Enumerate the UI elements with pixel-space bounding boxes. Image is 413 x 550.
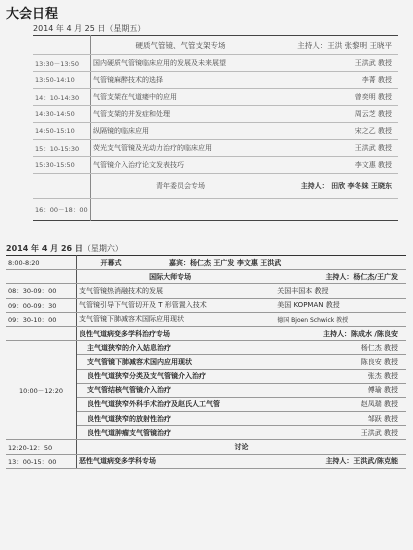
table-row xyxy=(33,89,398,106)
table-row xyxy=(6,341,406,355)
time-cell: 08：30-09：00 xyxy=(6,284,77,298)
time-cell xyxy=(33,36,91,55)
table-row xyxy=(33,106,398,123)
time-cell xyxy=(6,326,77,340)
table-row xyxy=(6,312,406,326)
table-row xyxy=(6,326,406,340)
topic-cell: 气管支架的并发症和处理 xyxy=(91,106,271,123)
session-title: 青年委员会专场 xyxy=(91,174,271,199)
table-row xyxy=(6,298,406,312)
session-title: 良性气道病变多学科治疗专场 xyxy=(77,326,264,340)
day2-table xyxy=(6,255,406,469)
host-cell: 主持人：王洪武/陈克能 xyxy=(263,454,406,468)
speaker-cell xyxy=(270,199,398,221)
speaker-cell: 李文惠 教授 xyxy=(270,157,398,174)
topic-cell: 支气管镜下肺减容术国内应用现状 xyxy=(77,355,264,369)
topic-cell: 支气管镜下肺减容术国际应用现状 xyxy=(77,312,264,326)
speaker-cell: 邹跃 教授 xyxy=(263,412,406,426)
table-row xyxy=(6,256,406,270)
table-row xyxy=(33,199,398,221)
speaker-cell: 美国 KOPMAN 教授 xyxy=(263,298,406,312)
host-cell: 主持人：王洪 张黎明 王晓平 xyxy=(270,36,398,55)
topic-cell: 纵隔镜的临床应用 xyxy=(91,123,271,140)
speaker-cell: 王洪武 教授 xyxy=(270,55,398,72)
time-cell xyxy=(33,174,91,199)
speaker-cell: 关国丰国本 教授 xyxy=(263,284,406,298)
time-cell: 09：30-10：00 xyxy=(6,312,77,326)
topic-cell: 支气管镜热消融技术的发展 xyxy=(77,284,264,298)
day1-date xyxy=(33,23,145,34)
speaker-cell: 赵凤瑞 教授 xyxy=(263,397,406,411)
block-time-cell: 10:00－12:20 xyxy=(6,341,77,440)
host-cell: 主持人：杨仁杰/王广发 xyxy=(263,270,406,284)
topic-cell: 气管镜介入治疗论文发表技巧 xyxy=(91,157,271,174)
speaker-cell: 张杰 教授 xyxy=(263,369,406,383)
table-row xyxy=(33,72,398,89)
page-title: 大会日程 xyxy=(6,7,59,22)
table-row xyxy=(33,157,398,174)
day2-weekday: （星期六） xyxy=(82,244,123,253)
topic-cell: 气管镜引导下气管切开及 T 形管置入技术 xyxy=(77,298,264,312)
session-title: 恶性气道病变多学科专场 xyxy=(77,454,264,468)
session-title: 国际大师专场 xyxy=(77,270,264,284)
table-row xyxy=(33,140,398,157)
time-cell: 13：00-15：00 xyxy=(6,454,77,468)
session-title: 开幕式 xyxy=(77,256,146,270)
topic-cell xyxy=(91,199,271,221)
day2-date xyxy=(6,243,123,254)
speaker-cell: 宋之乙 教授 xyxy=(270,123,398,140)
table-row xyxy=(33,36,398,55)
time-cell: 15:30-15:50 xyxy=(33,157,91,174)
table-row xyxy=(6,454,406,468)
speaker-cell: 陈良安 教授 xyxy=(263,355,406,369)
table-row xyxy=(33,174,398,199)
time-cell: 8:00-8:20 xyxy=(6,256,77,270)
speaker-cell: 曾奕明 教授 xyxy=(270,89,398,106)
table-row xyxy=(6,284,406,298)
day1-table xyxy=(33,35,398,221)
topic-cell: 支气管结核气管镜介入治疗 xyxy=(77,383,264,397)
day1-weekday: （星期五） xyxy=(105,24,146,33)
speaker-cell: 傅瑜 教授 xyxy=(263,383,406,397)
speaker-cell: 王洪武 教授 xyxy=(270,140,398,157)
speaker-cell: 周云芝 教授 xyxy=(270,106,398,123)
table-row xyxy=(6,270,406,284)
host-cell: 主持人： 田欣 李冬妹 王晓东 xyxy=(270,174,398,199)
time-cell: 14：10-14:30 xyxy=(33,89,91,106)
table-row xyxy=(6,440,406,454)
speaker-cell: 李菁 教授 xyxy=(270,72,398,89)
time-cell: 13:50-14:10 xyxy=(33,72,91,89)
time-cell: 14:50-15:10 xyxy=(33,123,91,140)
table-row xyxy=(33,55,398,72)
time-cell: 09：00-09：30 xyxy=(6,298,77,312)
topic-cell: 良性气道肿瘤支气管镜治疗 xyxy=(77,426,264,440)
speaker-cell: 杨仁杰 教授 xyxy=(263,341,406,355)
topic-cell: 气管镜麻醉技术的选择 xyxy=(91,72,271,89)
time-cell: 12:20-12：50 xyxy=(6,440,77,454)
time-cell: 14:30-14:50 xyxy=(33,106,91,123)
guests-cell: 嘉宾：杨仁杰 王广发 李文惠 王洪武 xyxy=(145,256,406,270)
day2-date-text: 2014 年 4 月 26 日 xyxy=(6,244,83,253)
topic-cell: 气管支架在气道瘘中的应用 xyxy=(91,89,271,106)
topic-cell: 主气道狭窄的介入姑息治疗 xyxy=(77,341,264,355)
time-cell xyxy=(6,270,77,284)
session-title: 讨论 xyxy=(77,440,407,454)
time-cell: 16：00－18：00 xyxy=(33,199,91,221)
topic-cell: 国内硬质气管镜临床应用的发展及未来展望 xyxy=(91,55,271,72)
speaker-cell: 德国 Bjoen Schwick 教授 xyxy=(263,312,406,326)
day1-date-text: 2014 年 4 月 25 日 xyxy=(33,24,106,33)
topic-cell: 良性气道狭窄的放射性治疗 xyxy=(77,412,264,426)
table-row xyxy=(33,123,398,140)
time-cell: 13:30－13:50 xyxy=(33,55,91,72)
host-cell: 主持人：陈成水 /陈良安 xyxy=(263,326,406,340)
topic-cell: 良性气道狭窄外科手术治疗及赵氏人工气管 xyxy=(77,397,264,411)
session-title: 硬质气管镜、气管支架专场 xyxy=(91,36,271,55)
topic-cell: 荧光支气管镜及光动力治疗的临床应用 xyxy=(91,140,271,157)
topic-cell: 良性气道狭窄分类及支气管镜介入治疗 xyxy=(77,369,264,383)
time-cell: 15：10-15:30 xyxy=(33,140,91,157)
speaker-cell: 王洪武 教授 xyxy=(263,426,406,440)
